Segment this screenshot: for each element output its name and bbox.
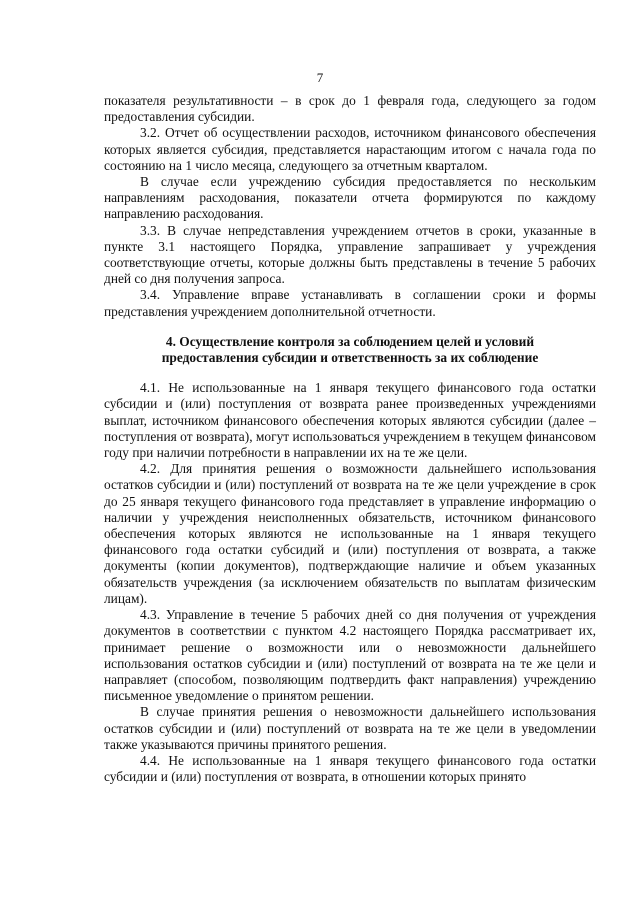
- paragraph-4-4: 4.4. Не использованные на 1 января текущего финансового года остатки субсидии и (или) поступления от возврата, в отношении которых принято: [104, 752, 596, 785]
- paragraph-4-1: 4.1. Не использованные на 1 января текущего финансового года остатки субсидии и (или) поступления от возврата ранее произведенных учреждениями выплат, источником финансового обеспечения которых являются субсидии (далее – поступления от возврата), могут использоваться учреждением в текущем финансовом году при наличии потребности в направлении их на те же цели.: [104, 380, 596, 461]
- document-body: [104, 93, 596, 785]
- paragraph-4-2: 4.2. Для принятия решения о возможности дальнейшего использования остатков субсидии и (или) поступлений от возврата на те же цели учреждение в срок до 25 января текущего финансового года представляет в управление информацию о наличии у учреждения неисполненных обязательств, источником финансового обеспечения которых являются не использованные на 1 января текущего финансового года остатки субсидий и (или) поступления от возврата, а также документы (копии документов), подтверждающие наличие и объем указанных обязательств учреждения (за исключением обязательств по выплатам физическим лицам).: [104, 461, 596, 606]
- paragraph-3-2: 3.2. Отчет об осуществлении расходов, источником финансового обеспечения которых является субсидия, представляется нарастающим итогом с начала года по состоянию на 1 число месяца, следующего за отчетным кварталом.: [104, 125, 596, 173]
- paragraph-3-2-note: В случае если учреждению субсидия предоставляется по нескольким направлениям расходования, показатели отчета формируются по каждому направлению расходования.: [104, 174, 596, 222]
- paragraph-4-3-note: В случае принятия решения о невозможности дальнейшего использования остатков субсидии и (или) поступлений от возврата на те же цели в уведомлении также указываются причины принятого решения.: [104, 704, 596, 752]
- page-number: 7: [316, 70, 324, 85]
- paragraph-3-3: 3.3. В случае непредставления учреждением отчетов в сроки, указанные в пункте 3.1 настоящего Порядка, управление запрашивает у учреждения соответствующие отчеты, которые должны быть представлены в течение 5 рабочих дней со дня получения запроса.: [104, 222, 596, 287]
- section-heading: 4. Осуществление контроля за соблюдением целей и условий предоставления субсидии и ответственность за их соблюдение: [161, 333, 539, 366]
- paragraph-continuation: показателя результативности – в срок до 1 февраля года, следующего за годом предоставления субсидии.: [104, 93, 596, 125]
- paragraph-4-3: 4.3. Управление в течение 5 рабочих дней со дня получения от учреждения документов в соответствии с пунктом 4.2 настоящего Порядка рассматривает их, принимает решение о возможности или о невозможности дальнейшего использования остатков субсидии и (или) поступлений от возврата на те же цели и направляет (способом, позволяющим подтвердить факт направления) учреждению письменное уведомление о принятом решении.: [104, 607, 596, 704]
- paragraph-3-4: 3.4. Управление вправе устанавливать в соглашении сроки и формы представления учреждением дополнительной отчетности.: [104, 287, 596, 319]
